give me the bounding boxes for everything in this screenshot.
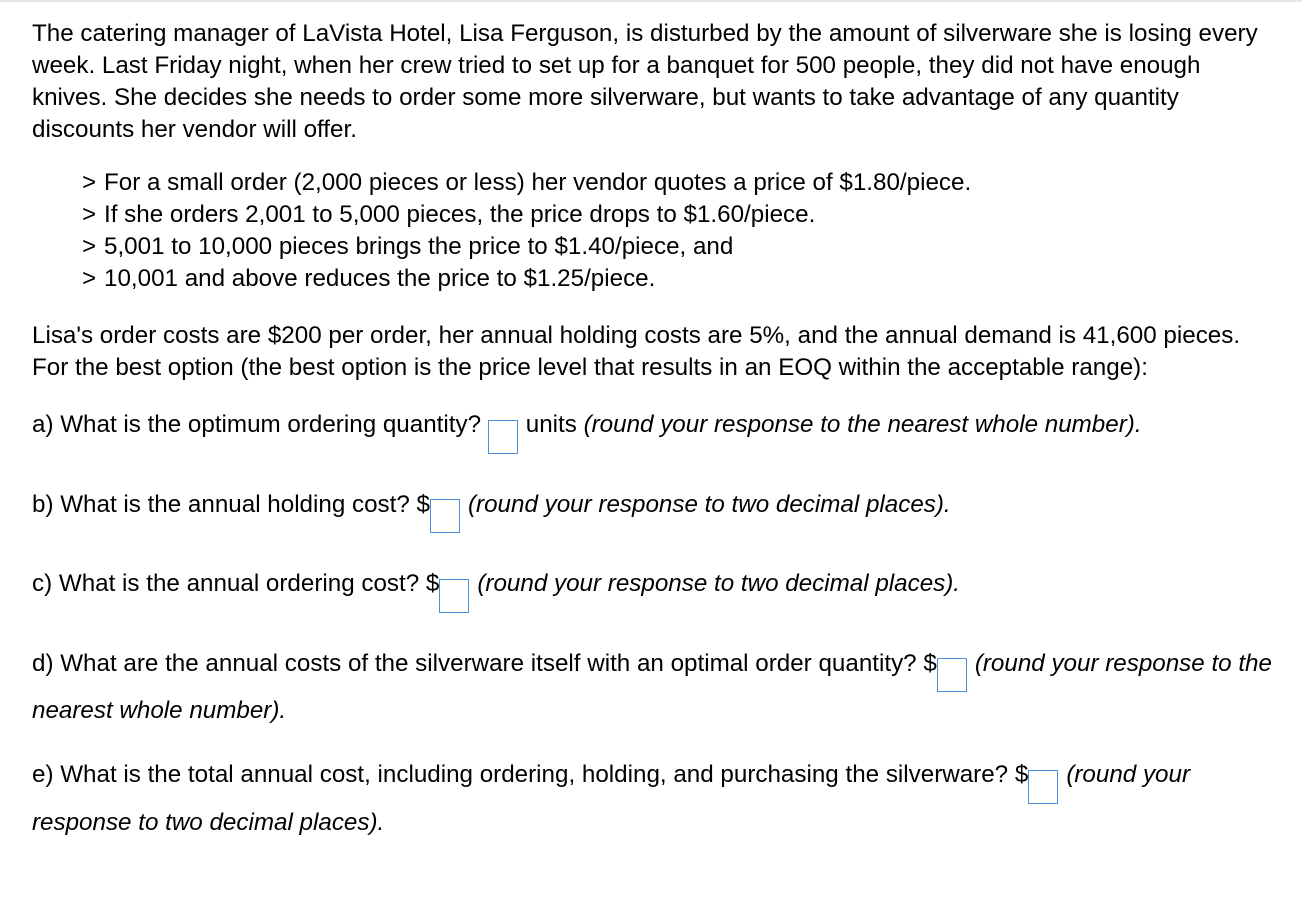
question-c-hint: (round your response to two decimal places).: [477, 570, 961, 597]
question-b-text: b) What is the annual holding cost? $: [32, 490, 430, 518]
top-divider: [0, 0, 1302, 2]
price-break-item: [82, 199, 1282, 231]
question-c: [32, 565, 1282, 613]
price-break-item: [82, 167, 1282, 199]
question-a-hint: (round your response to the nearest whole number).: [583, 411, 1142, 438]
answer-input-a[interactable]: [488, 420, 518, 454]
question-e-text: e) What is the total annual cost, including ordering, holding, and purchasing the silverware? $: [32, 761, 1029, 788]
question-e-hint: (round your response to two decimal places).: [32, 761, 1191, 836]
price-break-text: For a small order (2,000 pieces or less) her vendor quotes a price of $1.80/piece.: [104, 169, 972, 196]
answer-input-e[interactable]: [1028, 770, 1058, 804]
question-b-hint: (round your response to two decimal places).: [468, 490, 951, 518]
question-a: [32, 406, 1282, 454]
bullet-marker: >: [82, 201, 97, 228]
problem-setup: Lisa's order costs are $200 per order, her annual holding costs are 5%, and the annual demand is 41,600 pieces. For the best option (the best option is the price level that results in an EOQ within the acceptable range):: [32, 322, 1241, 381]
question-d-text: d) What are the annual costs of the silverware itself with an optimal order quantity? $: [32, 649, 937, 677]
bullet-marker: >: [82, 265, 97, 292]
question-c-text: c) What is the annual ordering cost? $: [32, 570, 440, 597]
price-break-list: [82, 167, 1282, 295]
price-break-text: 5,001 to 10,000 pieces brings the price to $1.40/piece, and: [104, 233, 734, 260]
question-a-unit: units: [525, 411, 584, 438]
answer-input-b[interactable]: [430, 499, 460, 533]
answer-input-d[interactable]: [937, 658, 967, 692]
question-content: [32, 18, 1282, 842]
price-break-item: [82, 231, 1282, 263]
bullet-marker: >: [82, 169, 97, 196]
bullet-marker: >: [82, 233, 97, 260]
question-d-hint: (round your response to the nearest whole number).: [32, 649, 1272, 724]
price-break-text: If she orders 2,001 to 5,000 pieces, the price drops to $1.60/piece.: [104, 201, 816, 228]
price-break-text: 10,001 and above reduces the price to $1.25/piece.: [104, 265, 656, 292]
answer-input-c[interactable]: [439, 579, 469, 613]
question-a-text: a) What is the optimum ordering quantity?: [32, 411, 482, 438]
question-e: [32, 756, 1282, 842]
price-break-item: [82, 263, 1282, 295]
problem-intro: The catering manager of LaVista Hotel, Lisa Ferguson, is disturbed by the amount of silverware she is losing every week. Last Friday night, when her crew tried to set up for a banquet for 500 people, they did not have enough knives. She decides she needs to order some more silverware, but wants to take advantage of any quantity discounts her vendor will offer.: [32, 20, 1258, 143]
question-d: [32, 645, 1282, 731]
question-b: [32, 486, 1282, 534]
